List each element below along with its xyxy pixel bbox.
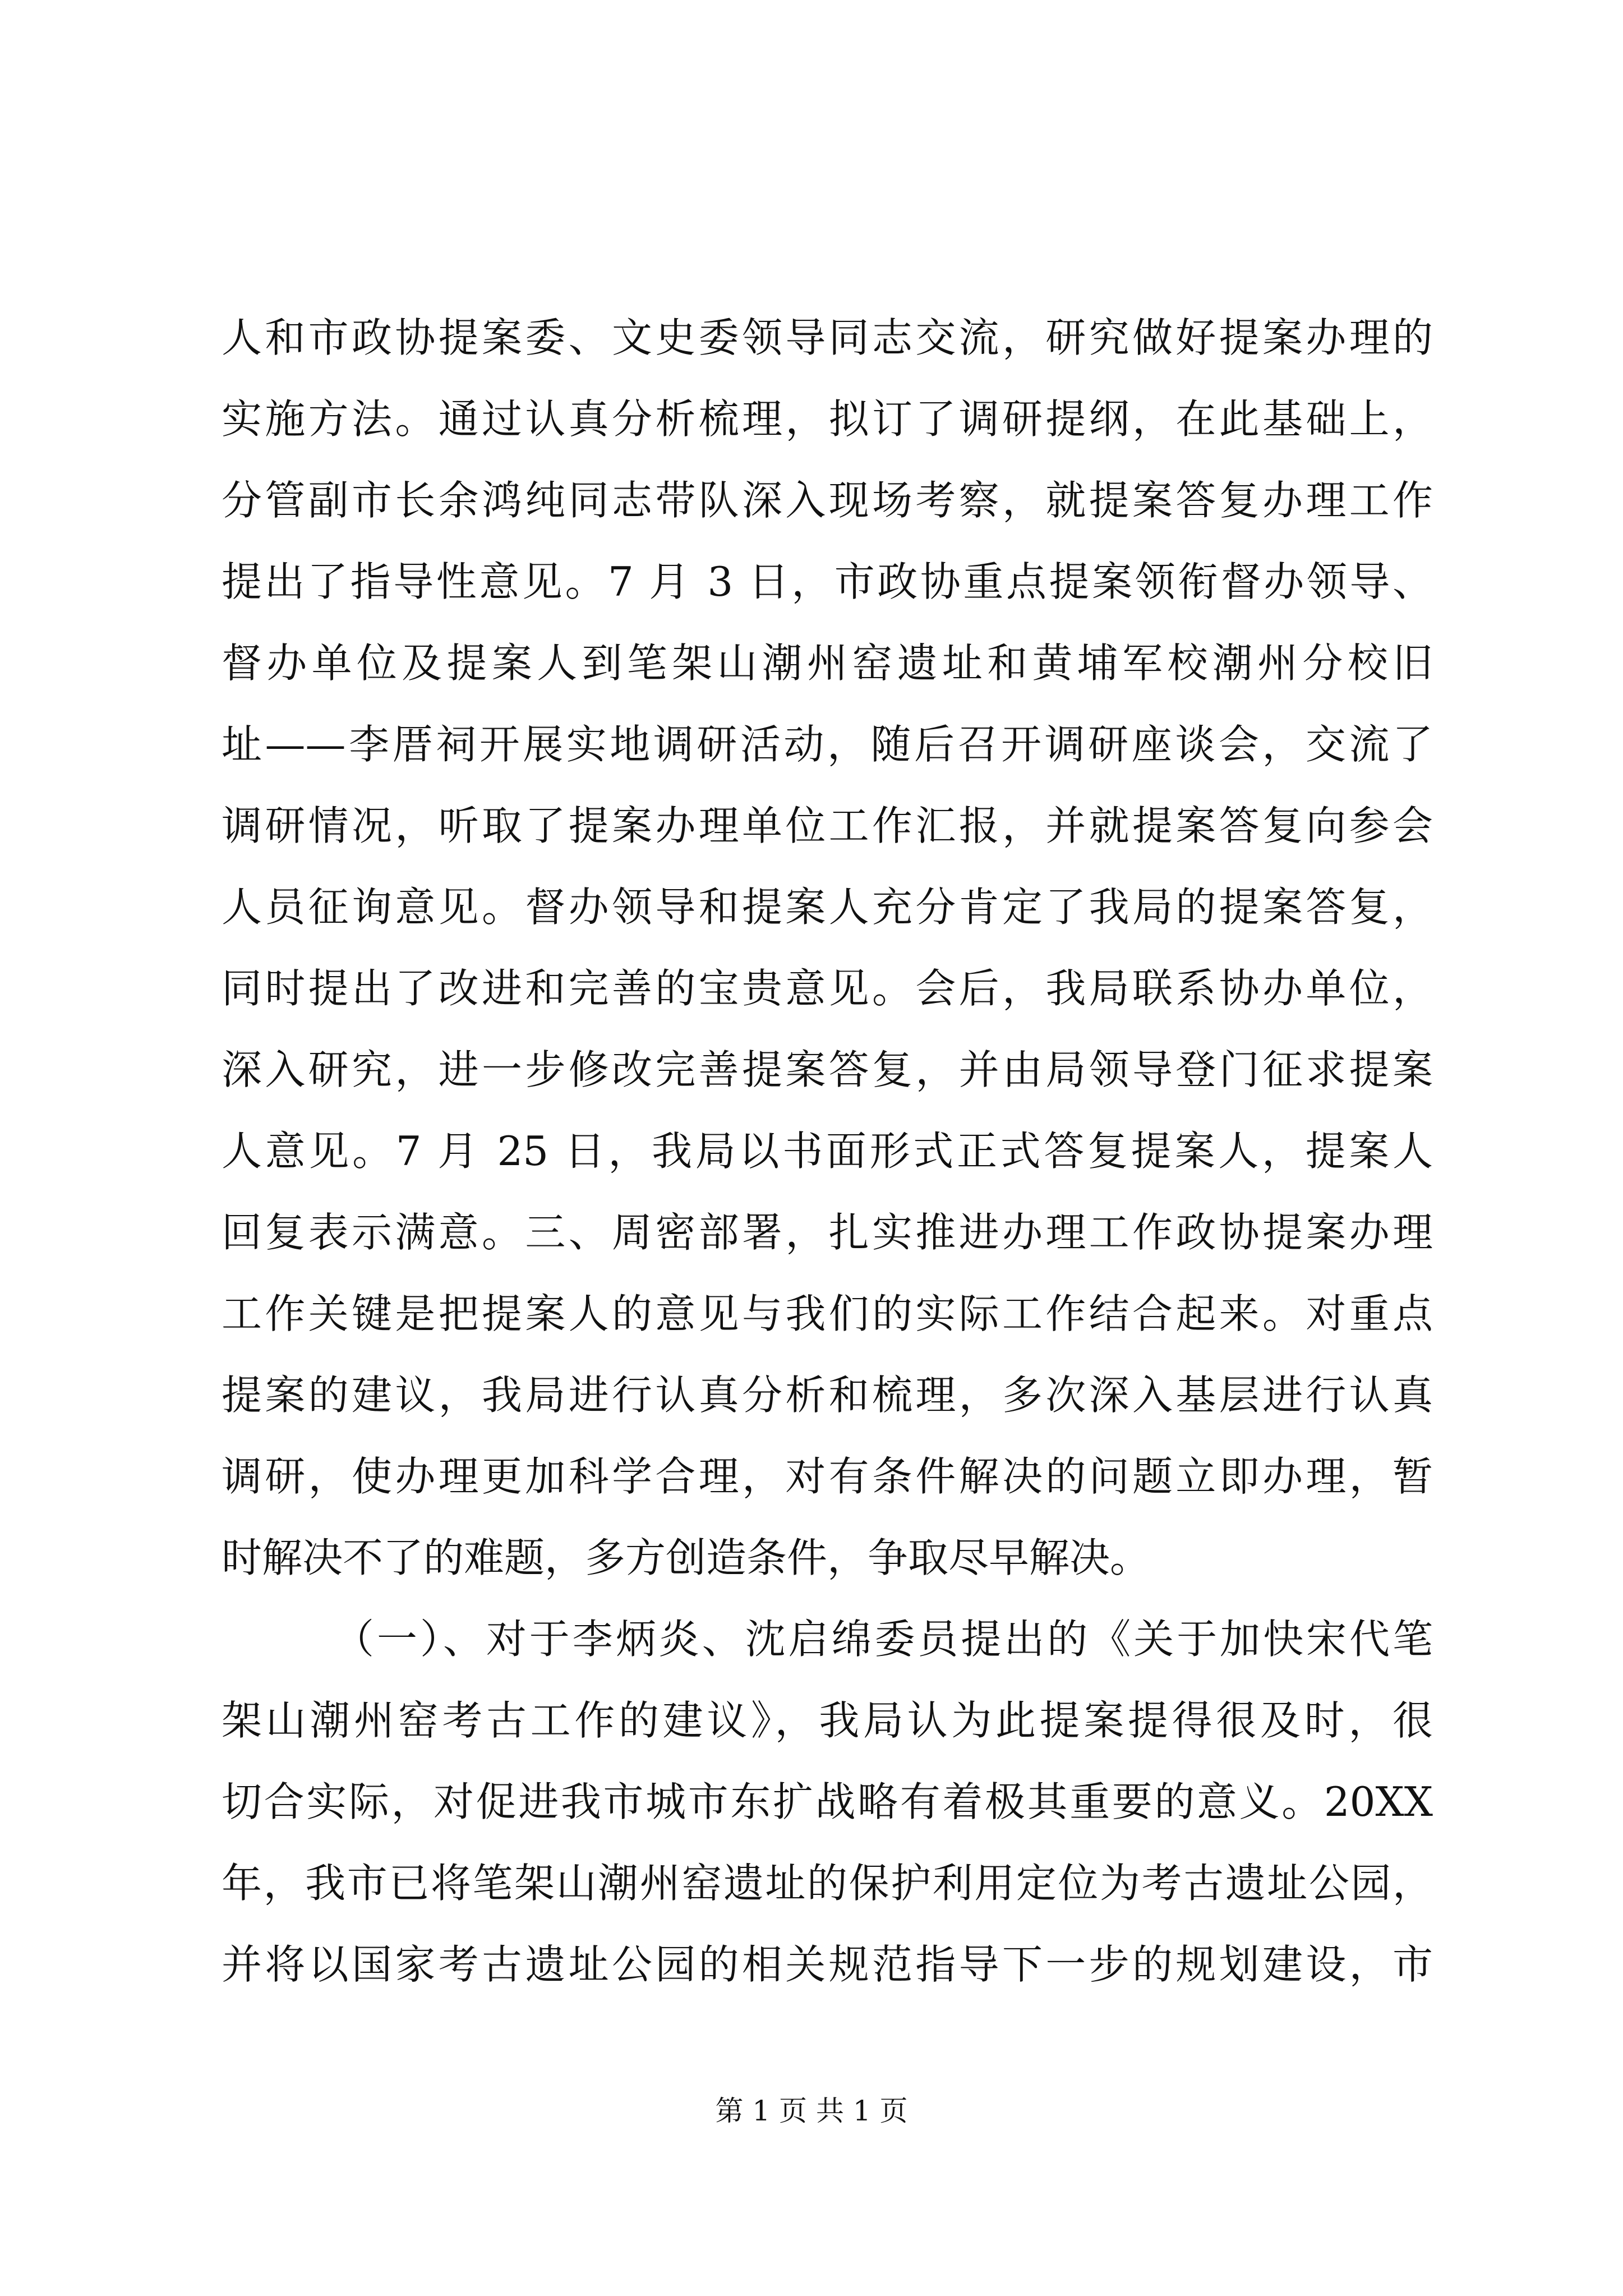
text-line: 提案的建议，我局进行认真分析和梳理，多次深入基层进行认真 (222, 1372, 1433, 1419)
text-line: 址——李厝祠开展实地调研活动，随后召开调研座谈会，交流了 (222, 721, 1433, 768)
page-number-label: 第 1 页 共 1 页 (715, 2095, 908, 2127)
text-line: 回复表示满意。三、周密部署，扎实推进办理工作政协提案办理 (222, 1209, 1433, 1256)
text-line: 实施方法。通过认真分析梳理，拟订了调研提纲，在此基础上， (222, 395, 1433, 443)
page-footer (0, 2091, 1623, 2131)
text-line: 深入研究，进一步修改完善提案答复，并由局领导登门征求提案 (222, 1046, 1433, 1093)
text-line: 时解决不了的难题，多方创造条件，争取尽早解决。 (222, 1534, 1151, 1581)
text-line: 人和市政协提案委、文史委领导同志交流，研究做好提案办理的 (222, 314, 1433, 361)
text-line: 架山潮州窑考古工作的建议》，我局认为此提案提得很及时，很 (222, 1697, 1433, 1744)
text-line: 同时提出了改进和完善的宝贵意见。会后，我局联系协办单位， (222, 965, 1433, 1012)
text-line: 工作关键是把提案人的意见与我们的实际工作结合起来。对重点 (222, 1290, 1433, 1337)
paragraph-first-line: （一）、对于李炳炎、沈启绵委员提出的《关于加快宋代笔 (334, 1616, 1433, 1663)
text-line: 督办单位及提案人到笔架山潮州窑遗址和黄埔军校潮州分校旧 (222, 639, 1433, 687)
text-line: 提出了指导性意见。7 月 3 日，市政协重点提案领衔督办领导、 (222, 558, 1433, 605)
text-line: 分管副市长余鸿纯同志带队深入现场考察，就提案答复办理工作 (222, 477, 1433, 524)
text-line: 调研情况，听取了提案办理单位工作汇报，并就提案答复向参会 (222, 802, 1433, 849)
text-line: 年，我市已将笔架山潮州窑遗址的保护利用定位为考古遗址公园， (222, 1860, 1433, 1907)
text-line: 并将以国家考古遗址公园的相关规范指导下一步的规划建设，市 (222, 1941, 1433, 1988)
text-line: 人意见。7 月 25 日，我局以书面形式正式答复提案人，提案人 (222, 1128, 1433, 1175)
document-body (222, 297, 1433, 2005)
text-line: 调研，使办理更加科学合理，对有条件解决的问题立即办理，暂 (222, 1453, 1433, 1500)
text-line: 切合实际，对促进我市城市东扩战略有着极其重要的意义。20XX (222, 1778, 1433, 1825)
text-line: 人员征询意见。督办领导和提案人充分肯定了我局的提案答复， (222, 884, 1433, 931)
